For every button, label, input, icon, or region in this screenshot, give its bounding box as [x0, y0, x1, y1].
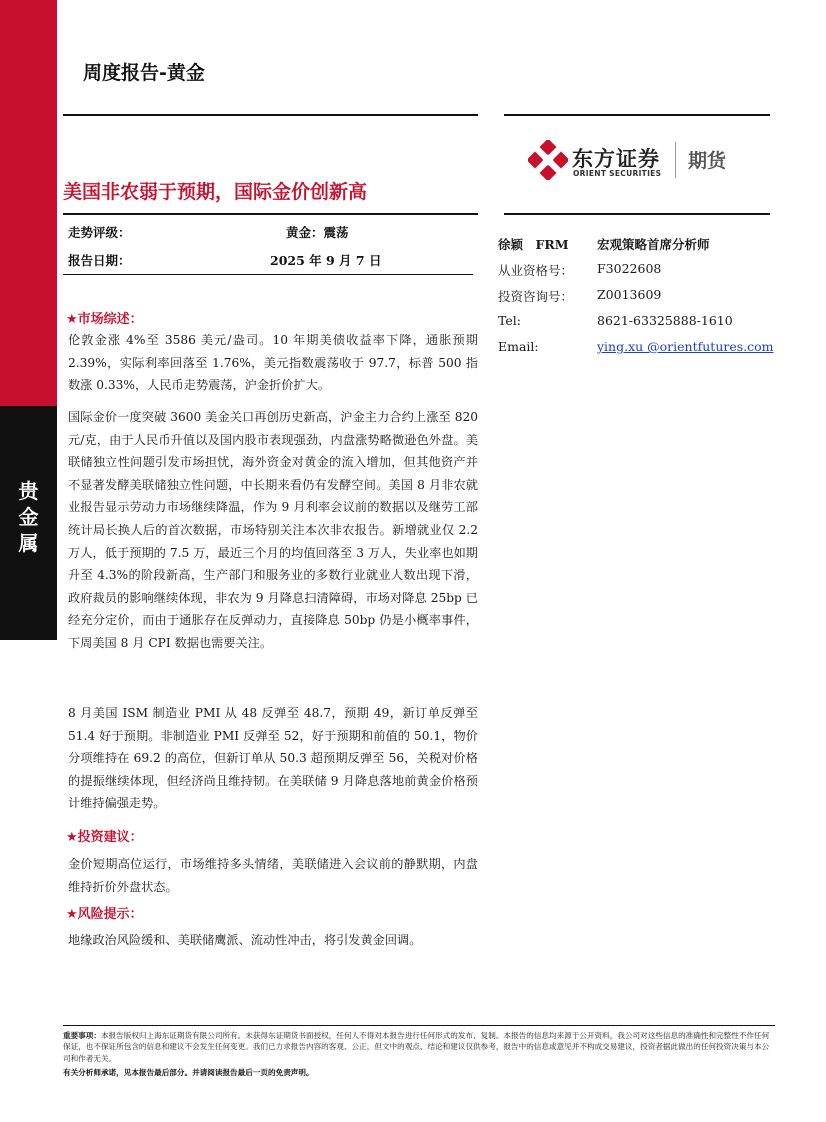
market-overview-heading: ★市场综述：	[66, 312, 143, 327]
logo-divider	[675, 142, 676, 178]
report-date: 2025 年 9 月 7 日	[270, 253, 382, 268]
disclaimer-label: 重要事项：	[63, 1031, 101, 1040]
trend-label: 走势评级：	[68, 225, 131, 240]
consulting-number: Z0013609	[597, 287, 662, 302]
qualification-number: F3022608	[597, 261, 662, 276]
logo-name-en: ORIENT SECURITIES	[573, 169, 662, 178]
tel-label: Tel:	[498, 313, 521, 328]
consulting-label: 投资咨询号：	[498, 289, 574, 304]
meta-rule	[63, 274, 473, 275]
analyst-commitment-note: 有关分析师承诺，见本报告最后部分。并请阅读报告最后一页的免责声明。	[63, 1068, 314, 1077]
headline-rule-right	[504, 213, 770, 215]
analyst-email-text[interactable]: ying.xu @orientfutures.com	[597, 339, 774, 354]
disclaimer	[63, 1030, 775, 1064]
market-overview-paragraph-1: 伦敦金涨 4%至 3586 美元/盎司。10 年期美债收益率下降，通胀预期 2.39%，实际利率回落至 1.76%，美元指数震荡收于 97.7，标普 500 指数涨 0.33%，人民币走势震荡，沪金折价扩大。	[68, 333, 478, 393]
risk-warning-paragraph: 地缘政治风险缓和、美联储鹰派、流动性冲击，将引发黄金回调。	[68, 933, 422, 947]
company-logo	[528, 140, 760, 180]
email-label: Email:	[498, 339, 539, 354]
analyst-title: 宏观策略首席分析师	[597, 237, 710, 252]
sidebar-red-band	[0, 0, 57, 406]
logo-division: 期货	[688, 150, 727, 172]
report-type-title: 周度报告-黄金	[83, 62, 205, 84]
trend-value: 黄金：震荡	[286, 225, 349, 240]
risk-warning-heading: ★风险提示：	[66, 907, 143, 922]
sidebar-label-char: 贵	[18, 479, 39, 503]
analyst-name: 徐颖 FRM	[498, 237, 569, 252]
report-headline: 美国非农弱于预期，国际金价创新高	[63, 181, 368, 203]
header-rule-left	[63, 114, 478, 116]
date-label: 报告日期：	[68, 253, 131, 268]
headline-rule-left	[63, 213, 478, 215]
qualification-label: 从业资格号：	[498, 263, 574, 278]
investment-advice-paragraph: 金价短期高位运行，市场维持多头情绪，美联储进入会议前的静默期，内盘维持折价外盘状态。	[68, 857, 478, 894]
disclaimer-text: 本报告版权归上海东证期货有限公司所有。未获得东证期货书面授权，任何人不得对本报告进行任何形式的发布、复制。本报告的信息均来源于公开资料，我公司对这些信息的准确性和完整性不作任何保证，也不保证所包含的信息和建议不会发生任何变更。我们已力求报告内容的客观、公正，但文中的观点、结论和建议仅供参考，报告中的信息或意见并不构成交易建议，投资者据此做出的任何投资决策与本公司和作者无关。	[63, 1031, 770, 1063]
disclaimer-rule	[63, 1025, 775, 1026]
market-overview-paragraph-2: 国际金价一度突破 3600 美金关口再创历史新高，沪金主力合约上涨至 820 元/克，由于人民币升值以及国内股市表现强劲，内盘涨势略微逊色外盘。美联储独立性问题引发市场担忧，海外资金对黄金的流入增加，但其他资产并不显著发酵美联储独立性问题，中长期来看仍有发酵空间。美国 8 月非农就业报告显示劳动力市场继续降温，作为 9 月利率会议前的数据以及继劳工部统计局长换人后的首次数据，市场特别关注本次非农报告。新增就业仅 2.2 万人，低于预期的 7.5 万，最近三个月的均值回落至 3 万人，失业率也如期升至 4.3%的阶段新高，生产部门和服务业的多数行业就业人数出现下滑，政府裁员的影响继续体现，非农为 9 月降息扫清障碍，市场对降息 25bp 已经充分定价，而由于通胀存在反弹动力，直接降息 50bp 仍是小概率事件，下周美国 8 月 CPI 数据也需要关注。	[68, 410, 478, 650]
sidebar-category-label	[0, 478, 57, 556]
logo-name-cn: 东方证券	[572, 147, 660, 171]
sidebar-label-char: 属	[18, 531, 39, 555]
market-overview-paragraph-3: 8 月美国 ISM 制造业 PMI 从 48 反弹至 48.7，预期 49，新订单反弹至 51.4 好于预期。非制造业 PMI 反弹至 52，好于预期和前值的 50.1，物价分项维持在 69.2 的高位，但新订单从 50.3 超预期反弹至 56，关税对价格的提振继续体现，但经济尚且维持韧。在美联储 9 月降息落地前黄金价格预计维持偏强走势。	[68, 706, 478, 811]
investment-advice-heading: ★投资建议：	[66, 830, 143, 845]
header-rule-right	[504, 114, 770, 116]
sidebar-blank-band	[0, 640, 57, 1122]
analyst-email-link[interactable]	[597, 339, 774, 354]
tel-number: 8621-63325888-1610	[597, 313, 733, 328]
orient-securities-logo-icon	[528, 140, 568, 180]
sidebar-label-char: 金	[18, 505, 39, 529]
